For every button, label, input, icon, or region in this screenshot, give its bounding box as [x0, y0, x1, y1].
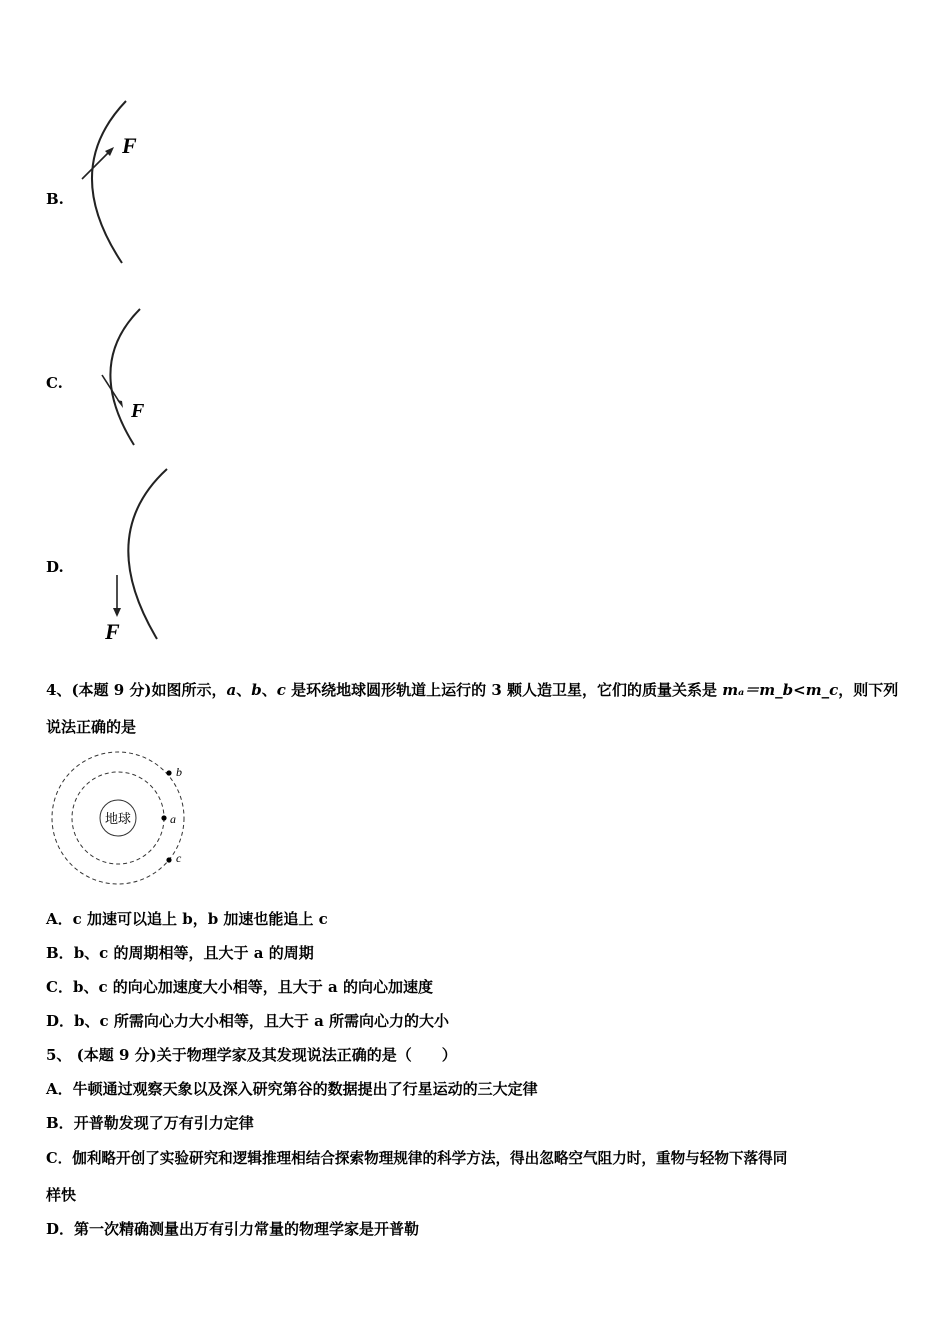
option-label: A．	[46, 910, 73, 928]
satellite-a-dot	[161, 815, 166, 820]
option-text: 开普勒发现了万有引力定律	[73, 1114, 254, 1132]
satellite-b-label: b	[176, 765, 182, 779]
option-label: B．	[46, 944, 74, 962]
q4-sat-a: a	[226, 681, 237, 699]
satellite-b-dot	[166, 770, 171, 775]
q5-option-a	[46, 1078, 538, 1099]
satellite-c-label: c	[176, 851, 182, 865]
q4-option-d	[46, 1010, 449, 1031]
option-label: D．	[46, 1220, 75, 1238]
q4-sep: 、	[236, 681, 252, 699]
q4-mass-relation: mₐ＝m_b<m_c	[722, 681, 839, 699]
q5-option-b	[46, 1112, 254, 1133]
figure-b-curve-force-tangent	[70, 95, 160, 270]
earth-label: 地球	[104, 811, 132, 826]
q4-text-a: 如图所示，	[151, 681, 227, 699]
q4-option-a	[46, 908, 328, 929]
q5-option-d	[46, 1218, 419, 1239]
q4-text-c: ，则下列	[838, 681, 899, 699]
option-b-label: B.	[46, 190, 64, 208]
option-text: b、c 的周期相等，且大于 a 的周期	[73, 944, 314, 962]
force-label: F	[122, 133, 137, 158]
trajectory-curve	[110, 309, 140, 445]
q4-option-b	[46, 942, 314, 963]
trajectory-curve	[128, 469, 167, 639]
q4-stem-line2: 说法正确的是	[46, 718, 137, 736]
force-label: F	[131, 400, 145, 422]
q4-stem-line1	[46, 679, 898, 700]
q4-text-b: 是环绕地球圆形轨道上运行的 3 颗人造卫星，它们的质量关系是	[285, 681, 723, 699]
figure-c-curve-force-outward	[90, 305, 170, 450]
option-label: C．	[46, 1150, 73, 1167]
q4-sat-b: b	[251, 681, 262, 699]
q5-option-c	[46, 1147, 787, 1168]
q5-option-c-cont: 样快	[46, 1186, 77, 1204]
option-label: B．	[46, 1114, 74, 1132]
q4-orbit-diagram	[48, 748, 198, 888]
option-text: 牛顿通过观察天象以及深入研究第谷的数据提出了行星运动的三大定律	[72, 1080, 538, 1098]
option-text: 第一次精确测量出万有引力常量的物理学家是开普勒	[74, 1220, 420, 1238]
option-d-label: D.	[46, 558, 64, 576]
q5-stem: 5、 (本题 9 分)关于物理学家及其发现说法正确的是（ ）	[46, 1046, 457, 1064]
option-c-label: C.	[46, 374, 63, 392]
option-text: b、c 所需向心力大小相等，且大于 a 所需向心力的大小	[74, 1012, 450, 1030]
option-text: b、c 的向心加速度大小相等，且大于 a 的向心加速度	[72, 978, 433, 996]
q4-sep: 、	[261, 681, 277, 699]
q4-score: (本题 9 分)	[71, 681, 152, 699]
satellite-a-label: a	[170, 812, 176, 826]
q4-number: 4、	[46, 681, 72, 699]
q4-option-c	[46, 976, 433, 997]
trajectory-curve	[92, 101, 126, 263]
satellite-c-dot	[166, 857, 171, 862]
figure-d-curve-force-down	[95, 465, 185, 645]
force-arrow	[82, 151, 110, 179]
option-label: C．	[46, 978, 73, 996]
q4-sat-c: c	[276, 681, 286, 699]
option-text: c 加速可以追上 b，b 加速也能追上 c	[72, 910, 328, 928]
option-label: D．	[46, 1012, 75, 1030]
force-label: F	[105, 619, 120, 644]
option-text: 伽利略开创了实验研究和逻辑推理相结合探索物理规律的科学方法，得出忽略空气阻力时，重物与轻物下落得同	[72, 1150, 788, 1167]
option-label: A．	[46, 1080, 73, 1098]
force-arrowhead	[113, 608, 121, 617]
